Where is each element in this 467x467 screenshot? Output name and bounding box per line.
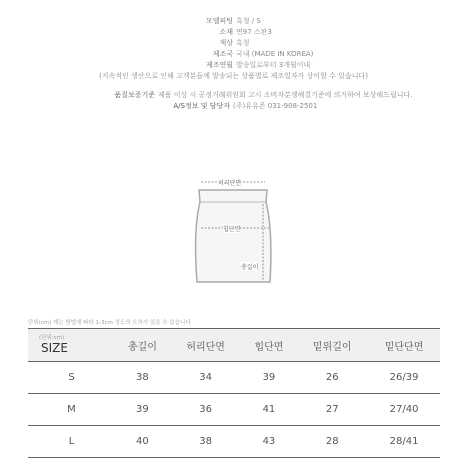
value-cell: 36 [170,394,242,426]
size-cell: S [28,362,115,394]
waist-label: 허리단면 [218,180,242,187]
info-value: 면97 스판3 [236,28,272,36]
size-table [28,328,440,458]
quality-value: 제품 이상 시 공정거래위원회 고시 소비자분쟁해결기준에 의거하여 보상해드립니다. [158,91,413,99]
manufacture-note: (지속적인 생산으로 인해 고객분들께 발송되는 상품별로 제조일자가 상이할 수 있습니다) [99,72,368,80]
header-cell: 허리단면 [170,329,242,362]
value-cell: 27/40 [368,394,440,426]
value-cell: 38 [170,426,242,458]
info-value: 흑청 / S [236,17,261,25]
value-cell: 27 [296,394,368,426]
info-row-date [0,60,467,71]
value-cell: 26/39 [368,362,440,394]
hip-label: 힙단면 [223,226,241,233]
value-cell: 39 [115,394,170,426]
info-value: 발송일로부터 3개월이내 [236,61,311,69]
product-info [0,16,467,82]
as-value: (주)유유존 031-908-2501 [233,102,318,110]
value-cell: 26 [296,362,368,394]
table-row [28,362,440,394]
value-cell: 34 [170,362,242,394]
value-cell: 40 [115,426,170,458]
value-cell: 41 [242,394,297,426]
info-row-material [0,27,467,38]
skirt-diagram [185,170,281,294]
length-label: 총길이 [241,264,259,271]
header-cell: 총길이 [115,329,170,362]
table-header-row [28,329,440,362]
info-value: 국내 (MADE IN KOREA) [236,50,314,58]
info-value: 흑청 [236,39,250,47]
info-label: 색상 [219,39,233,47]
info-label: 제조연월 [205,61,233,69]
as-row [0,101,467,112]
header-cell: 힙단면 [242,329,297,362]
info-label: 모델피팅 [205,17,233,25]
size-label: SIZE [41,341,68,355]
header-cell: 밑단단면 [368,329,440,362]
value-cell: 28/41 [368,426,440,458]
value-cell: 43 [242,426,297,458]
table-row [28,426,440,458]
info-row-country [0,49,467,60]
info-row-color [0,38,467,49]
quality-label: 품질보증기준 [114,91,155,99]
table-row [28,394,440,426]
header-cell: 밑위길이 [296,329,368,362]
info-label: 제조국 [212,50,233,58]
table-caption: 단위(cm) 재는 방법에 따라 1-3cm 정도의 오차가 있을 수 있습니다 [28,320,191,326]
unit-label: (단위:cm) [39,335,65,341]
info-label: 소재 [219,28,233,36]
quality-row [0,90,467,101]
size-cell: L [28,426,115,458]
value-cell: 28 [296,426,368,458]
info-row-model [0,16,467,27]
size-header-cell [28,329,115,362]
value-cell: 38 [115,362,170,394]
as-label: A/S정보 및 담당자 [173,102,230,110]
size-cell: M [28,394,115,426]
as-info [0,101,467,112]
value-cell: 39 [242,362,297,394]
quality-info [0,90,467,101]
